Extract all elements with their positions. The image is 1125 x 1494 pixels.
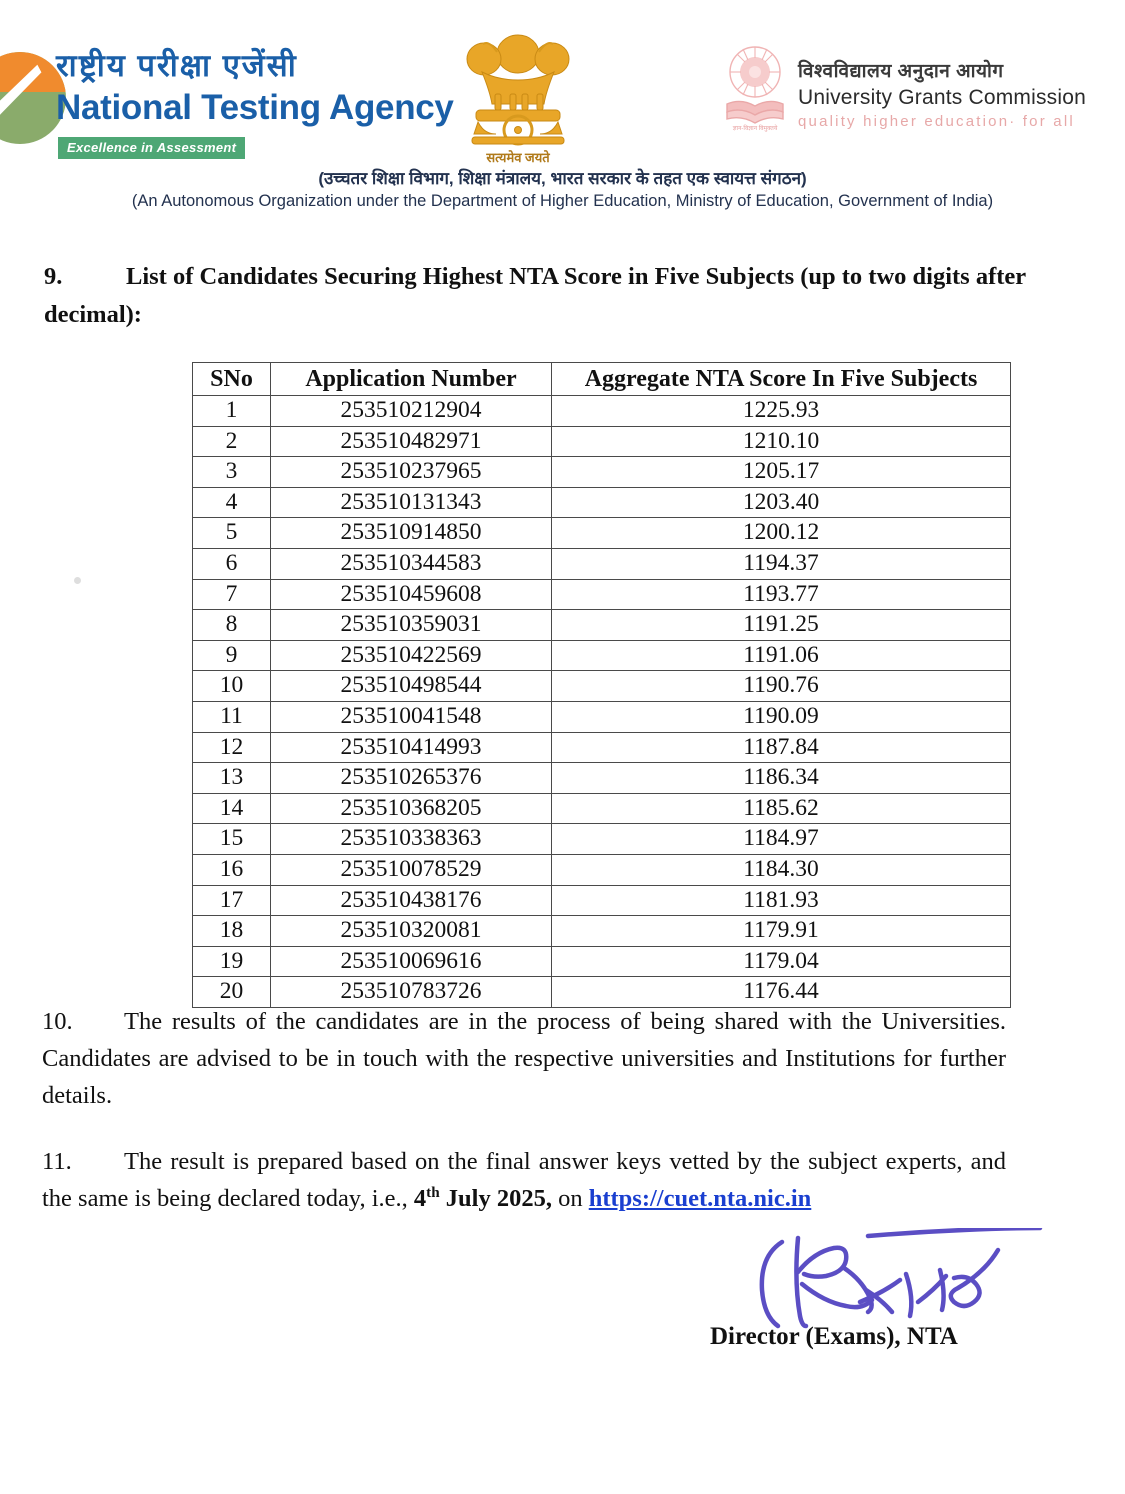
cell-sno: 9 [193,640,271,671]
column-header-aggregate-score: Aggregate NTA Score In Five Subjects [552,363,1011,396]
cell-application-number: 253510212904 [271,396,552,427]
handwritten-signature [740,1228,1060,1338]
cell-application-number: 253510482971 [271,426,552,457]
cell-sno: 16 [193,854,271,885]
table-row [193,548,1011,579]
cell-application-number: 253510438176 [271,885,552,916]
cell-application-number: 253510459608 [271,579,552,610]
ashoka-emblem-icon [462,32,574,154]
cell-application-number: 253510237965 [271,457,552,488]
table-row [193,701,1011,732]
section-9-heading [44,258,1034,334]
cell-application-number: 253510078529 [271,854,552,885]
cell-score: 1187.84 [552,732,1011,763]
table-row [193,396,1011,427]
section-10-paragraph [42,1003,1006,1115]
cell-score: 1181.93 [552,885,1011,916]
cell-application-number: 253510914850 [271,518,552,549]
cell-sno: 19 [193,946,271,977]
table-row [193,457,1011,488]
ugc-tagline: quality higher education· for all [798,113,1075,130]
table-row [193,487,1011,518]
section-11-text-mid: on [551,1185,589,1213]
cell-application-number: 253510131343 [271,487,552,518]
cell-sno: 18 [193,916,271,947]
nta-name-hindi: राष्ट्रीय परीक्षा एजेंसी [56,48,298,83]
table-row [193,732,1011,763]
scan-artifact [74,577,81,584]
cell-application-number: 253510368205 [271,793,552,824]
letterhead [0,0,1125,228]
cell-score: 1193.77 [552,579,1011,610]
cell-score: 1210.10 [552,426,1011,457]
cell-sno: 6 [193,548,271,579]
table-header-row [193,363,1011,396]
cell-sno: 2 [193,426,271,457]
cell-sno: 5 [193,518,271,549]
cell-sno: 11 [193,701,271,732]
table-row [193,518,1011,549]
table-row [193,671,1011,702]
cell-sno: 3 [193,457,271,488]
table-row [193,885,1011,916]
cell-score: 1186.34 [552,763,1011,794]
declaration-date-suffix: th [426,1184,440,1202]
cell-sno: 4 [193,487,271,518]
cell-score: 1205.17 [552,457,1011,488]
nta-tagline: Excellence in Assessment [58,137,245,159]
cell-score: 1176.44 [552,977,1011,1008]
cell-application-number: 253510320081 [271,916,552,947]
cell-sno: 14 [193,793,271,824]
section-10-text: The results of the candidates are in the process of being shared with the Universities. Candidates are advised to be in touch with the respective universities and Institutions for further details. [42,1008,1006,1110]
svg-text:ज्ञान-विज्ञान विमुक्तये: ज्ञान-विज्ञान विमुक्तये [732,126,778,132]
org-subtitle-hindi: (उच्चतर शिक्षा विभाग, शिक्षा मंत्रालय, भारत सरकार के तहत एक स्वायत्त संगठन) [318,169,807,188]
cell-score: 1194.37 [552,548,1011,579]
highest-score-table [192,362,1011,1008]
table-row [193,640,1011,671]
section-10-number: 10. [42,1008,73,1035]
cell-sno: 13 [193,763,271,794]
table-row [193,610,1011,641]
cell-sno: 10 [193,671,271,702]
table-row [193,763,1011,794]
cell-score: 1184.30 [552,854,1011,885]
cell-application-number: 253510414993 [271,732,552,763]
table-row [193,854,1011,885]
ugc-name-english: University Grants Commission [798,86,1086,109]
cell-sno: 12 [193,732,271,763]
ugc-logo-icon [722,42,788,134]
nta-name-english: National Testing Agency [56,88,454,127]
table-row [193,426,1011,457]
cell-score: 1190.09 [552,701,1011,732]
cell-sno: 7 [193,579,271,610]
cell-application-number: 253510359031 [271,610,552,641]
cell-score: 1203.40 [552,487,1011,518]
cell-score: 1200.12 [552,518,1011,549]
cell-score: 1179.04 [552,946,1011,977]
ugc-name-hindi: विश्वविद्यालय अनुदान आयोग [798,61,1004,82]
declaration-date-day: 4 [413,1185,427,1213]
section-9-number: 9. [44,263,63,290]
section-11-paragraph [42,1143,1006,1217]
cell-application-number: 253510422569 [271,640,552,671]
cell-score: 1184.97 [552,824,1011,855]
section-11-text-before: The result is prepared based on the final answer keys vetted by the subject experts, and the same is being declared today, i.e., [42,1148,1006,1213]
cell-application-number: 253510344583 [271,548,552,579]
section-9-title: List of Candidates Securing Highest NTA Score in Five Subjects (up to two digits after decimal): [44,263,1026,328]
cell-sno: 1 [193,396,271,427]
cell-score: 1185.62 [552,793,1011,824]
org-subtitle-english: (An Autonomous Organization under the Department of Higher Education, Ministry of Education, Government of India) [131,192,994,210]
cell-score: 1191.06 [552,640,1011,671]
cell-score: 1225.93 [552,396,1011,427]
cell-application-number: 253510041548 [271,701,552,732]
cell-sno: 15 [193,824,271,855]
cell-application-number: 253510783726 [271,977,552,1008]
table-body [193,396,1011,1008]
cell-application-number: 253510498544 [271,671,552,702]
cell-application-number: 253510338363 [271,824,552,855]
section-11-number: 11. [42,1148,72,1175]
table-row [193,916,1011,947]
cell-score: 1179.91 [552,916,1011,947]
cell-sno: 20 [193,977,271,1008]
emblem-caption: सत्यमेव जयते [486,150,550,165]
signatory-designation: Director (Exams), NTA [710,1323,958,1350]
cell-application-number: 253510069616 [271,946,552,977]
cell-score: 1190.76 [552,671,1011,702]
declaration-date-rest: July 2025, [439,1185,552,1213]
table-row [193,579,1011,610]
table-row [193,793,1011,824]
cell-score: 1191.25 [552,610,1011,641]
column-header-application-number: Application Number [271,363,552,396]
cell-sno: 8 [193,610,271,641]
table-row [193,946,1011,977]
cell-sno: 17 [193,885,271,916]
column-header-sno: SNo [193,363,271,396]
cuet-website-link[interactable]: https://cuet.nta.nic.in [588,1185,812,1213]
table-row [193,824,1011,855]
cell-application-number: 253510265376 [271,763,552,794]
